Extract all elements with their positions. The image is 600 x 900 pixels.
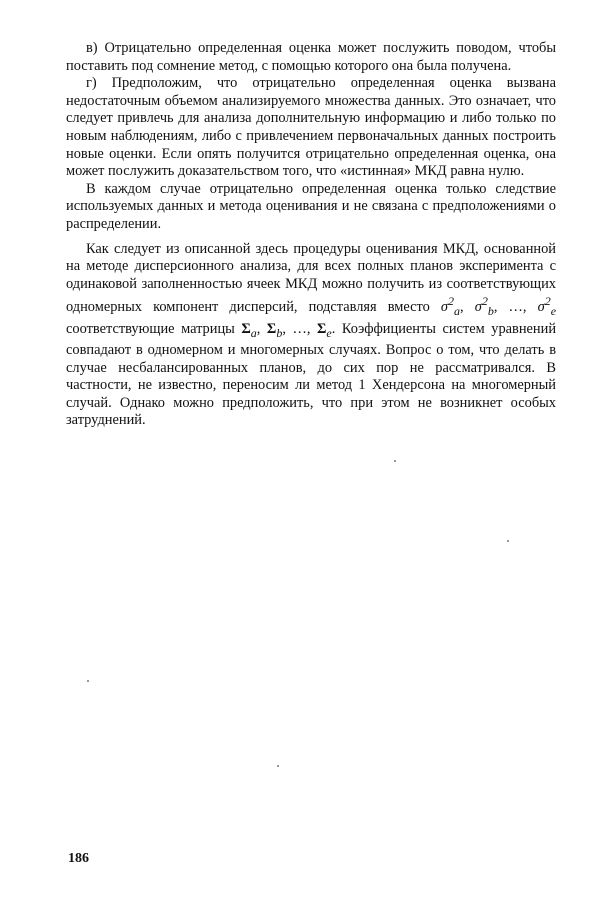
paragraph-g: г) Предположим, что отрицательно определенная оценка вызвана недостаточным объемом анализируемого множества данных. Это означает, что следует привлечь для анализа дополнительную информацию и либо только по новым наблюдениям, либо с привлечением первоначальных данных построить новые оценки. Если опять получится отрицательно определенная оценка, она может послужить доказательством того, что «истинная» МКД равна нулю. [66, 75, 556, 180]
page-number: 186 [68, 851, 89, 866]
paragraph-each-case: В каждом случае отрицательно определенная оценка только следствие используемых данных и метода оценивания и не связана с предположениями о распределении. [66, 180, 556, 232]
scan-speck [507, 540, 509, 542]
body-text [66, 40, 556, 430]
scan-speck [394, 460, 396, 462]
scan-speck [277, 765, 279, 767]
paragraph-v: в) Отрицательно определенная оценка может послужить поводом, чтобы поставить под сомнение метод, с помощью которого она была получена. [66, 40, 556, 74]
paragraph-procedure: Как следует из описанной здесь процедуры оценивания МКД, основанной на методе дисперсионного анализа, для всех полных планов эксперимента с одинаковой заполненностью ячеек МКД можно получить из соответствующих одномерных компонент дисперсий, подставляя вместо $\sigma^2_a$, $\sigma^2_b$, …, $\sigma^2_e$ соответствующие матрицы $\Sigma_a$, $\Sigma_b$, …, $\Sigma_e$. Коэффициенты систем уравнений совпадают в одномерном и многомерных случаях. Вопрос о том, что делать в случае несбалансированных планов, до сих пор не рассматривался. В частности, не известно, переносим ли метод 1 Хендерсона на многомерный случай. Однако можно предположить, что при этом не возникнет особых затруднений. [66, 240, 557, 429]
scan-speck [87, 680, 89, 682]
